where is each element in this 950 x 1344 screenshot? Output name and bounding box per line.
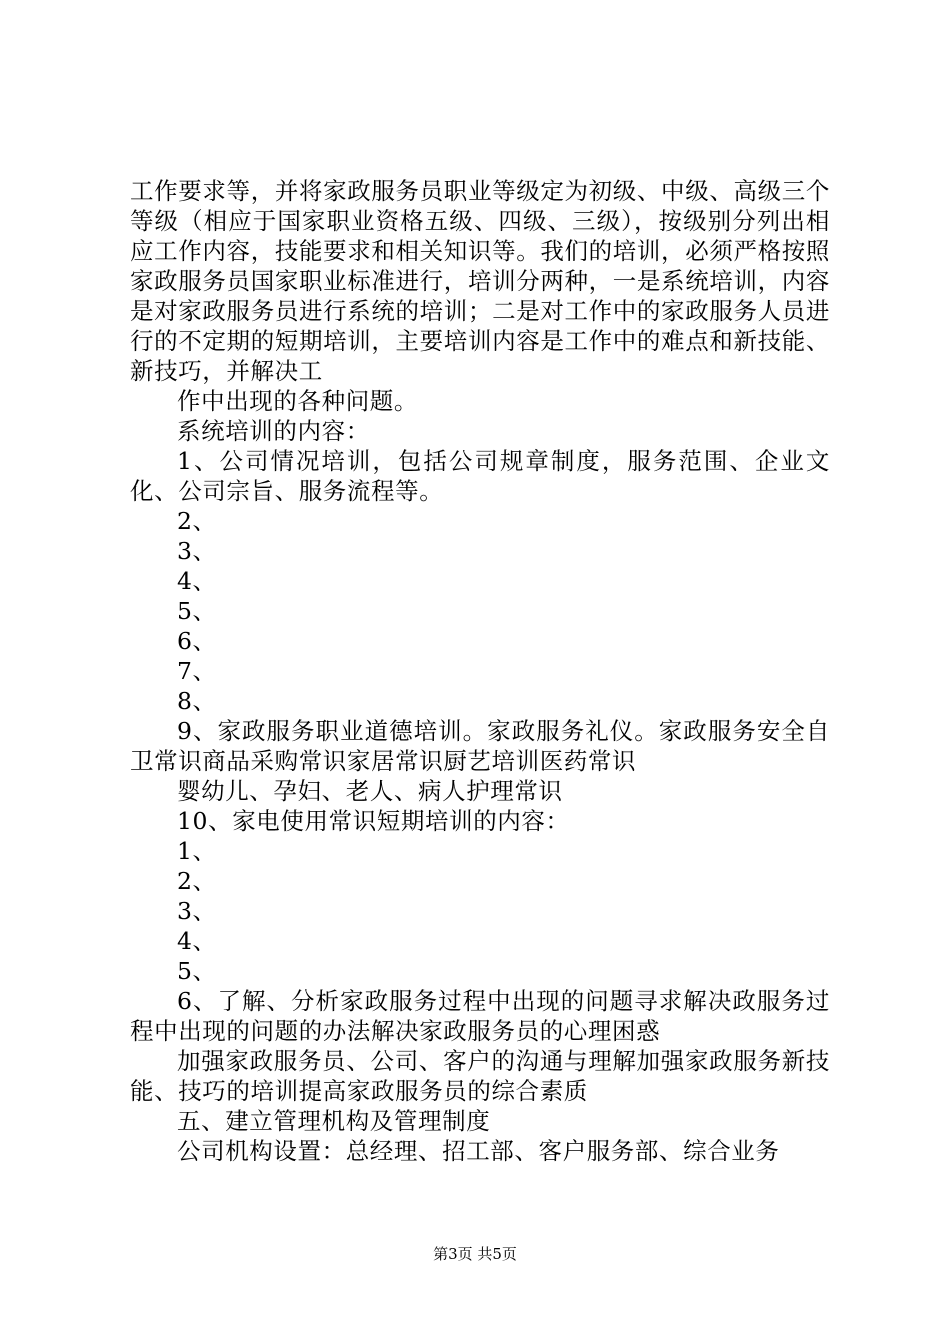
short-list-item-4: 4、 — [177, 927, 217, 955]
list-item-1: 1、公司情况培训，包括公司规章制度，服务范围、企业文化、公司宗旨、服务流程等。 — [130, 447, 830, 505]
list-item-7: 7、 — [177, 657, 217, 685]
section-heading-management: 五、建立管理机构及管理制度 — [177, 1107, 491, 1135]
list-item-10: 10、家电使用常识短期培训的内容： — [177, 807, 570, 835]
short-list-item-6: 6、了解、分析家政服务过程中出现的问题寻求解决政服务过程中出现的问题的办法解决家政服务员的心理困惑 — [130, 987, 830, 1045]
paragraph-care-knowledge: 婴幼儿、孕妇、老人、病人护理常识 — [177, 777, 563, 805]
list-item-3: 3、 — [177, 537, 217, 565]
list-item-6: 6、 — [177, 627, 217, 655]
document-body — [130, 176, 830, 1166]
short-list-item-3: 3、 — [177, 897, 217, 925]
list-item-8: 8、 — [177, 687, 217, 715]
paragraph-continuation: 作中出现的各种问题。 — [177, 387, 418, 415]
paragraph-communication: 加强家政服务员、公司、客户的沟通与理解加强家政服务新技能、技巧的培训提高家政服务员的综合素质 — [130, 1047, 830, 1105]
page-footer — [0, 1244, 950, 1264]
list-item-5: 5、 — [177, 597, 217, 625]
short-list-item-1: 1、 — [177, 837, 217, 865]
short-list-item-5: 5、 — [177, 957, 217, 985]
list-item-2: 2、 — [177, 507, 217, 535]
heading-system-training: 系统培训的内容： — [177, 417, 370, 445]
paragraph-company-structure: 公司机构设置：总经理、招工部、客户服务部、综合业务 — [177, 1137, 780, 1165]
short-list-item-2: 2、 — [177, 867, 217, 895]
page-number: 第3页 共5页 — [433, 1245, 517, 1263]
paragraph-intro: 工作要求等，并将家政服务员职业等级定为初级、中级、高级三个等级（相应于国家职业资格五级、四级、三级），按级别分列出相应工作内容，技能要求和相关知识等。我们的培训，必须严格按照家政服务员国家职业标准进行，培训分两种，一是系统培训，内容是对家政服务员进行系统的培训；二是对工作中的家政服务人员进行的不定期的短期培训，主要培训内容是工作中的难点和新技能、新技巧，并解决工 — [130, 177, 830, 385]
list-item-4: 4、 — [177, 567, 217, 595]
list-item-9: 9、家政服务职业道德培训。家政服务礼仪。家政服务安全自卫常识商品采购常识家居常识厨艺培训医药常识 — [130, 717, 830, 775]
